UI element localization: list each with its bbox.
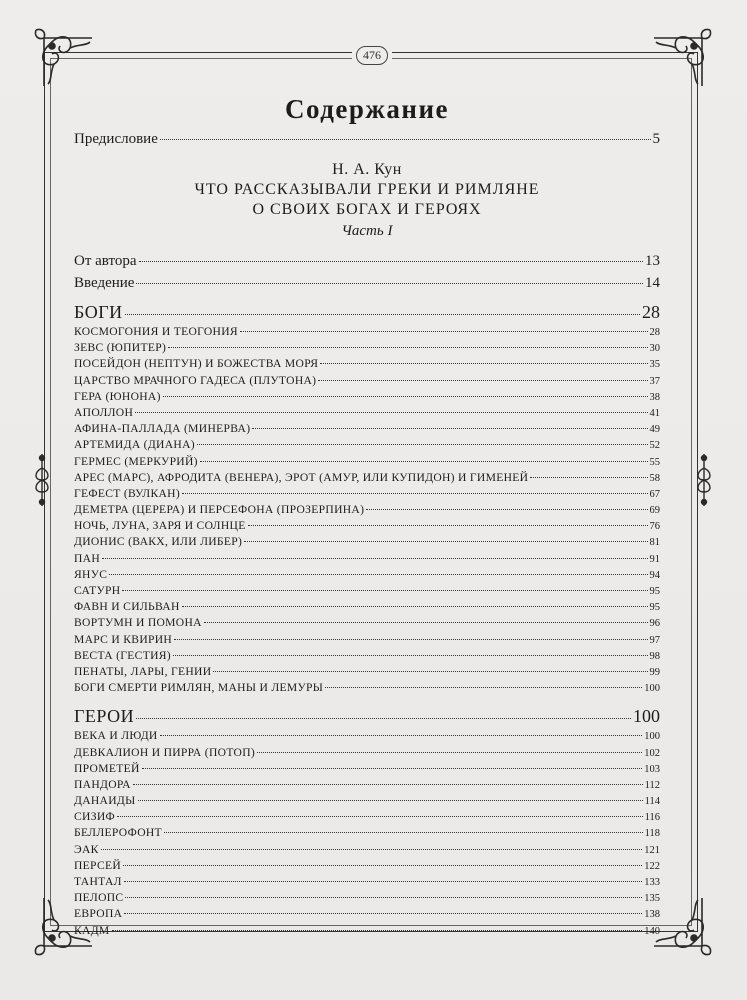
toc-entry-label: ВОРТУМН И ПОМОНА (74, 616, 202, 630)
leader-dots (164, 832, 643, 833)
toc-entry-page: 35 (649, 359, 660, 371)
toc-entry-label: ДЕМЕТРА (ЦЕРЕРА) И ПЕРСЕФОНА (ПРОЗЕРПИНА) (74, 503, 365, 517)
toc-entry[interactable] (74, 632, 660, 648)
toc-entry-label: ЕВРОПА (74, 907, 123, 921)
toc-entry-label: КОСМОГОНИЯ И ТЕОГОНИЯ (74, 325, 238, 338)
leader-dots (173, 655, 648, 656)
toc-entry[interactable] (74, 454, 660, 470)
gods-entries (74, 324, 660, 696)
leader-dots (257, 752, 642, 753)
corner-ornament-top-right (646, 24, 716, 94)
toc-entry[interactable] (74, 437, 660, 453)
leader-dots (240, 331, 648, 332)
toc-entry-label: Предисловие (74, 131, 158, 147)
leader-dots (252, 428, 647, 429)
toc-entry[interactable] (74, 890, 660, 906)
toc-entry-page: 114 (644, 796, 660, 808)
leader-dots (174, 639, 647, 640)
toc-entry-page: 52 (649, 440, 660, 452)
leader-dots (160, 139, 651, 140)
toc-entry-page: 5 (652, 131, 660, 147)
toc-entry-page: 96 (649, 618, 660, 630)
toc-entry[interactable] (74, 272, 660, 294)
toc-entry-page: 49 (649, 424, 660, 436)
toc-entry[interactable] (74, 389, 660, 405)
leader-dots (163, 396, 648, 397)
toc-entry-label: СИЗИФ (74, 810, 115, 824)
toc-entry-page: 121 (644, 844, 660, 856)
leader-dots (168, 347, 647, 348)
toc-entry-label: Введение (74, 275, 135, 291)
toc-entry[interactable] (74, 518, 660, 534)
toc-entry-page: 14 (645, 275, 660, 291)
toc-entry-label: ВЕСТА (ГЕСТИЯ) (74, 648, 171, 662)
leader-dots (248, 525, 648, 526)
toc-entry-page: 140 (644, 925, 660, 937)
leader-dots (530, 477, 647, 478)
leader-dots (101, 849, 643, 850)
page-number-box (352, 44, 392, 66)
toc-entry-preface[interactable] (74, 128, 660, 150)
toc-entry[interactable] (74, 583, 660, 599)
toc-entry-label: ЭАК (74, 842, 99, 856)
toc-entry-page: 58 (649, 472, 660, 484)
toc-entry[interactable] (74, 567, 660, 583)
toc-entry-page: 103 (644, 763, 660, 775)
contents-title: Содержание (284, 94, 450, 124)
toc-section-label: БОГИ (74, 302, 123, 322)
leader-dots (125, 897, 642, 898)
toc-entry-label: БЕЛЛЕРОФОНТ (74, 826, 162, 840)
toc-entry-label: ТАНТАЛ (74, 875, 122, 888)
leader-dots (244, 541, 647, 542)
corner-ornament-top-left (30, 24, 100, 94)
leader-dots (182, 606, 648, 607)
leader-dots (136, 283, 643, 284)
toc-entry-label: От автора (74, 253, 137, 269)
toc-entry-page: 99 (649, 666, 660, 678)
leader-dots (182, 493, 648, 494)
leader-dots (204, 622, 648, 623)
toc-entry-label: НОЧЬ, ЛУНА, ЗАРЯ И СОЛНЦЕ (74, 519, 246, 533)
toc-entry-page: 102 (644, 747, 660, 759)
toc-entry[interactable] (74, 356, 660, 372)
toc-entry[interactable] (74, 906, 660, 922)
toc-entry-page: 28 (649, 327, 660, 338)
toc-entry-page: 81 (649, 537, 660, 549)
toc-entry[interactable] (74, 405, 660, 421)
toc-entry[interactable] (74, 761, 660, 777)
toc-entry[interactable] (74, 793, 660, 809)
toc-section-label: ГЕРОИ (74, 706, 135, 727)
toc-entry[interactable] (74, 648, 660, 664)
toc-entry-page: 97 (649, 634, 660, 646)
toc-entry[interactable] (74, 923, 660, 939)
book-author: Н. А. Кун (332, 161, 402, 178)
toc-section-page: 28 (642, 302, 660, 322)
leader-dots (213, 671, 647, 672)
toc-entry-page: 118 (644, 828, 660, 840)
toc-entry[interactable] (74, 502, 660, 518)
leader-dots (123, 865, 642, 866)
toc-entry[interactable] (74, 680, 660, 696)
toc-entry[interactable] (74, 664, 660, 680)
book-title-line-1: ЧТО РАССКАЗЫВАЛИ ГРЕКИ И РИМЛЯНЕ (194, 181, 540, 198)
toc-entry-label: АФИНА-ПАЛЛАДА (МИНЕРВА) (74, 422, 251, 436)
leader-dots (138, 800, 643, 801)
toc-entry[interactable] (74, 486, 660, 502)
leader-dots (142, 768, 643, 769)
leader-dots (133, 784, 643, 785)
toc-entry[interactable] (74, 340, 660, 356)
leader-dots (125, 314, 640, 315)
leader-dots (200, 461, 648, 462)
toc-entry-label: ПЕНАТЫ, ЛАРЫ, ГЕНИИ (74, 664, 212, 678)
toc-entry-page: 41 (649, 407, 660, 419)
leader-dots (109, 574, 647, 575)
toc-entry-label: АПОЛЛОН (74, 405, 134, 419)
toc-entry-page: 135 (644, 893, 660, 905)
toc-entry-label: АРТЕМИДА (ДИАНА) (74, 438, 195, 452)
toc-section-gods[interactable] (74, 300, 660, 324)
toc-entry-page: 133 (644, 877, 660, 888)
toc-entry[interactable] (74, 373, 660, 389)
toc-entry-label: ПАНДОРА (74, 777, 131, 791)
toc-entry-label: ПАН (74, 551, 101, 565)
leader-dots (160, 735, 643, 736)
toc-entry-label: МАРС И КВИРИН (74, 632, 173, 646)
leader-dots (318, 380, 647, 381)
toc-entry[interactable] (74, 874, 660, 890)
toc-entry-page: 95 (649, 602, 660, 614)
toc-entry-label: ПЕРСЕЙ (74, 858, 122, 872)
leader-dots (102, 558, 647, 559)
toc-entry-label: ЯНУС (74, 567, 108, 581)
toc-entry[interactable] (74, 825, 660, 841)
toc-entry-label: ПЕЛОПС (74, 891, 124, 905)
book-title-line-2: О СВОИХ БОГАХ И ГЕРОЯХ (252, 201, 482, 218)
toc-entry-label: АРЕС (МАРС), АФРОДИТА (ВЕНЕРА), ЭРОТ (АМУР, ИЛИ КУПИДОН) И ГИМЕНЕЙ (74, 470, 529, 484)
toc-section-heroes[interactable] (74, 704, 660, 728)
toc-entry[interactable] (74, 551, 660, 567)
toc-entry[interactable] (74, 777, 660, 793)
toc-entry-label: САТУРН (74, 584, 121, 597)
side-ornament-right (692, 450, 716, 510)
toc-entry-page: 38 (649, 391, 660, 403)
leader-dots (135, 412, 647, 413)
leader-dots (112, 930, 643, 931)
table-of-contents (74, 92, 660, 939)
toc-entry-page: 112 (644, 779, 660, 791)
toc-entry-label: ВЕКА И ЛЮДИ (74, 729, 158, 743)
toc-entry-label: ГЕРА (ЮНОНА) (74, 389, 161, 403)
toc-entry-page: 116 (644, 812, 660, 824)
leader-dots (197, 444, 648, 445)
toc-entry-page: 76 (649, 521, 660, 533)
toc-entry-label: ГЕФЕСТ (ВУЛКАН) (74, 486, 180, 500)
toc-entry-page: 13 (645, 253, 660, 269)
toc-entry[interactable] (74, 470, 660, 486)
toc-entry[interactable] (74, 324, 660, 340)
toc-entry-label: БОГИ СМЕРТИ РИМЛЯН, МАНЫ И ЛЕМУРЫ (74, 681, 324, 695)
toc-entry[interactable] (74, 534, 660, 550)
toc-entry-label: КАДМ (74, 923, 110, 937)
toc-entry-page: 30 (649, 343, 660, 355)
leader-dots (366, 509, 647, 510)
toc-entry[interactable] (74, 728, 660, 744)
leader-dots (117, 816, 643, 817)
toc-entry-label: ФАВН И СИЛЬВАН (74, 600, 180, 614)
leader-dots (124, 881, 642, 882)
toc-entry[interactable] (74, 858, 660, 874)
toc-entry-page: 67 (649, 488, 660, 500)
toc-entry-label: ГЕРМЕС (МЕРКУРИЙ) (74, 454, 198, 468)
leader-dots (325, 687, 642, 688)
toc-entry-label: ДЕВКАЛИОН И ПИРРА (ПОТОП) (74, 745, 256, 759)
toc-entry-label: ЗЕВС (ЮПИТЕР) (74, 341, 167, 355)
toc-entry-label: ПРОМЕТЕЙ (74, 761, 140, 775)
toc-entry-page: 95 (649, 586, 660, 597)
toc-entry-label: ДАНАИДЫ (74, 794, 136, 808)
leader-dots (136, 718, 631, 719)
toc-entry-page: 94 (649, 569, 660, 581)
toc-section-page: 100 (633, 706, 660, 727)
page-number: 476 (356, 46, 388, 65)
intro-entries (74, 250, 660, 294)
toc-entry-page: 100 (644, 731, 660, 743)
toc-entry[interactable] (74, 421, 660, 437)
part-heading: Часть I (341, 223, 393, 239)
toc-entry-label: ЦАРСТВО МРАЧНОГО ГАДЕСА (ПЛУТОНА) (74, 373, 317, 387)
toc-entry[interactable] (74, 599, 660, 615)
leader-dots (124, 913, 642, 914)
toc-entry-page: 122 (644, 860, 660, 872)
side-ornament-left (30, 450, 54, 510)
toc-entry-page: 55 (649, 456, 660, 468)
toc-entry-page: 69 (649, 505, 660, 517)
toc-entry-page: 138 (644, 909, 660, 921)
toc-entry-page: 91 (649, 553, 660, 565)
toc-entry-page: 37 (649, 375, 660, 387)
toc-entry[interactable] (74, 842, 660, 858)
toc-entry[interactable] (74, 809, 660, 825)
leader-dots (320, 363, 647, 364)
toc-entry-label: ДИОНИС (ВАКХ, ИЛИ ЛИБЕР) (74, 535, 243, 549)
leader-dots (122, 590, 647, 591)
toc-entry-page: 100 (644, 683, 660, 695)
toc-entry[interactable] (74, 615, 660, 631)
toc-entry[interactable] (74, 745, 660, 761)
toc-entry[interactable] (74, 250, 660, 272)
leader-dots (139, 261, 643, 262)
toc-entry-page: 98 (649, 650, 660, 662)
toc-entry-label: ПОСЕЙДОН (НЕПТУН) И БОЖЕСТВА МОРЯ (74, 357, 319, 371)
heroes-entries (74, 728, 660, 938)
